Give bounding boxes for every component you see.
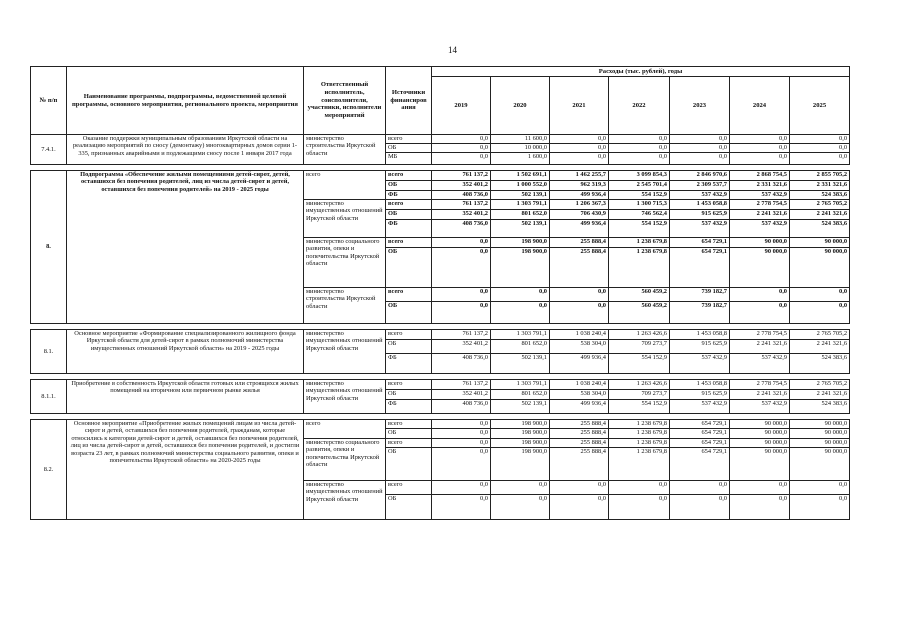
- expense-value-2019: 761 137,2: [432, 200, 491, 210]
- expense-value-2024: 2 778 754,5: [730, 200, 790, 210]
- expense-value-2019: 408 736,0: [432, 400, 491, 414]
- expense-value-2025: 0,0: [790, 302, 850, 324]
- year-header-2025: 2025: [790, 77, 850, 135]
- expense-value-2023: 537 432,9: [670, 354, 730, 374]
- year-header-2024: 2024: [730, 77, 790, 135]
- expense-value-2020: 0,0: [491, 288, 550, 302]
- table-row: [31, 330, 850, 340]
- expense-value-2022: 0,0: [609, 144, 670, 153]
- expense-value-2022: 1 263 426,6: [609, 330, 670, 340]
- expense-value-2025: 524 383,6: [790, 400, 850, 414]
- expense-value-2025: 90 000,0: [790, 238, 850, 248]
- expense-value-2021: 255 888,4: [550, 420, 609, 429]
- expense-value-2019: 0,0: [432, 248, 491, 288]
- expense-value-2023: 915 625,9: [670, 390, 730, 400]
- expense-value-2023: 1 453 058,8: [670, 200, 730, 210]
- responsible-executor: министерство имущественных отношений Иркутской области: [304, 330, 386, 374]
- expense-value-2019: 0,0: [432, 302, 491, 324]
- funding-source: ОБ: [386, 429, 432, 439]
- row-number: 8.1.: [31, 330, 67, 374]
- expense-value-2024: 0,0: [730, 288, 790, 302]
- expense-value-2022: 0,0: [609, 153, 670, 165]
- col-header-source: Источники финансиров ания: [386, 67, 432, 135]
- expense-value-2020: 198 900,0: [491, 238, 550, 248]
- expense-value-2021: 0,0: [550, 481, 609, 495]
- expense-value-2019: 0,0: [432, 439, 491, 448]
- expense-value-2019: 0,0: [432, 153, 491, 165]
- expense-value-2019: 352 401,2: [432, 181, 491, 191]
- expense-value-2022: 1 238 679,8: [609, 238, 670, 248]
- expense-value-2022: 3 099 854,3: [609, 171, 670, 181]
- expense-value-2021: 0,0: [550, 144, 609, 153]
- expense-value-2020: 1 303 791,1: [491, 200, 550, 210]
- expense-value-2020: 502 139,1: [491, 400, 550, 414]
- expense-value-2019: 761 137,2: [432, 171, 491, 181]
- funding-source: ФБ: [386, 400, 432, 414]
- col-header-num: № п/п: [31, 67, 67, 135]
- expense-value-2020: 198 900,0: [491, 439, 550, 448]
- expense-value-2019: 0,0: [432, 429, 491, 439]
- expense-value-2019: 0,0: [432, 495, 491, 520]
- expense-value-2024: 0,0: [730, 302, 790, 324]
- expense-value-2023: 654 729,1: [670, 420, 730, 429]
- expense-value-2021: 1 462 255,7: [550, 171, 609, 181]
- expense-value-2024: 0,0: [730, 144, 790, 153]
- table-row: [31, 420, 850, 429]
- responsible-executor: министерство социального развития, опеки и попечительства Иркутской области: [304, 238, 386, 288]
- expense-value-2023: 1 453 058,8: [670, 330, 730, 340]
- program-name: Подпрограмма «Обеспечение жилыми помещениями детей-сирот, детей, оставшихся без попечения родителей, лиц из числа детей-сирот и детей, оставшихся без попечения родителей» на 2019 - 2025 годы: [67, 171, 304, 324]
- responsible-executor: всего: [304, 420, 386, 439]
- expense-value-2023: 654 729,1: [670, 238, 730, 248]
- expense-value-2020: 801 652,0: [491, 390, 550, 400]
- expense-value-2021: 962 319,3: [550, 181, 609, 191]
- expense-value-2025: 524 383,6: [790, 220, 850, 238]
- funding-source: всего: [386, 238, 432, 248]
- expense-value-2022: 709 273,7: [609, 390, 670, 400]
- funding-source: всего: [386, 135, 432, 144]
- expense-value-2024: 2 868 754,5: [730, 171, 790, 181]
- program-name: Оказание поддержки муниципальным образованиям Иркутской области на реализацию мероприятий по сносу (демонтажу) многоквартирных домов серии 1-335, признанных аварийными и подлежащими сносу после 1 января 2017 года: [67, 135, 304, 165]
- expense-value-2019: 0,0: [432, 288, 491, 302]
- expense-value-2019: 0,0: [432, 420, 491, 429]
- funding-source: всего: [386, 330, 432, 340]
- expense-value-2020: 0,0: [491, 302, 550, 324]
- expense-value-2025: 0,0: [790, 135, 850, 144]
- expense-value-2022: 709 273,7: [609, 340, 670, 354]
- expense-value-2019: 0,0: [432, 448, 491, 481]
- expense-value-2022: 1 300 715,3: [609, 200, 670, 210]
- expense-value-2020: 11 600,0: [491, 135, 550, 144]
- expense-value-2025: 0,0: [790, 153, 850, 165]
- expense-value-2024: 90 000,0: [730, 420, 790, 429]
- expense-value-2023: 537 432,9: [670, 191, 730, 200]
- expense-value-2020: 801 652,0: [491, 340, 550, 354]
- responsible-executor: министерство строительства Иркутской области: [304, 135, 386, 165]
- expense-value-2025: 0,0: [790, 481, 850, 495]
- expense-value-2025: 2 855 705,2: [790, 171, 850, 181]
- col-header-name: Наименование программы, подпрограммы, ведомственной целевой программы, основного мероприятия, регионального проекта, мероприятия: [67, 67, 304, 135]
- expense-value-2024: 90 000,0: [730, 439, 790, 448]
- expense-value-2020: 0,0: [491, 481, 550, 495]
- expense-value-2021: 499 936,4: [550, 400, 609, 414]
- expense-value-2021: 538 304,0: [550, 340, 609, 354]
- expense-value-2019: 0,0: [432, 238, 491, 248]
- expense-value-2024: 2 778 754,5: [730, 380, 790, 390]
- expense-value-2021: 499 936,4: [550, 354, 609, 374]
- expense-value-2022: 1 238 679,8: [609, 248, 670, 288]
- expense-value-2021: 1 038 240,4: [550, 380, 609, 390]
- expense-value-2022: 1 238 679,8: [609, 420, 670, 429]
- page-number: 14: [448, 45, 457, 55]
- expense-value-2021: 255 888,4: [550, 238, 609, 248]
- funding-source: всего: [386, 171, 432, 181]
- funding-source: всего: [386, 200, 432, 210]
- expense-value-2024: 537 432,9: [730, 400, 790, 414]
- program-name: Приобретение в собственность Иркутской области готовых или строящихся жилых помещений на вторичном или первичном рынке жилья: [67, 380, 304, 414]
- expense-value-2025: 90 000,0: [790, 248, 850, 288]
- expense-value-2025: 0,0: [790, 495, 850, 520]
- expense-value-2024: 90 000,0: [730, 248, 790, 288]
- expense-value-2024: 537 432,9: [730, 354, 790, 374]
- funding-source: всего: [386, 288, 432, 302]
- expense-value-2025: 524 383,6: [790, 354, 850, 374]
- expense-value-2025: 2 765 705,2: [790, 330, 850, 340]
- funding-source: ОБ: [386, 448, 432, 481]
- expense-value-2024: 90 000,0: [730, 429, 790, 439]
- expense-value-2020: 0,0: [491, 495, 550, 520]
- expense-value-2020: 198 900,0: [491, 448, 550, 481]
- expense-value-2023: 0,0: [670, 481, 730, 495]
- expense-value-2023: 0,0: [670, 144, 730, 153]
- expense-value-2021: 0,0: [550, 288, 609, 302]
- expense-value-2020: 502 139,1: [491, 354, 550, 374]
- expense-value-2023: 654 729,1: [670, 248, 730, 288]
- expense-value-2025: 90 000,0: [790, 439, 850, 448]
- expense-value-2023: 739 182,7: [670, 302, 730, 324]
- expense-value-2022: 560 459,2: [609, 302, 670, 324]
- row-number: 8.2.: [31, 420, 67, 520]
- table-row: [31, 380, 850, 390]
- expense-value-2023: 537 432,9: [670, 220, 730, 238]
- expense-value-2023: 0,0: [670, 135, 730, 144]
- expense-value-2021: 0,0: [550, 495, 609, 520]
- expense-value-2025: 2 765 705,2: [790, 200, 850, 210]
- expense-value-2024: 537 432,9: [730, 191, 790, 200]
- funding-source: ОБ: [386, 248, 432, 288]
- row-number: 8.: [31, 171, 67, 324]
- expense-value-2024: 537 432,9: [730, 220, 790, 238]
- year-header-2020: 2020: [491, 77, 550, 135]
- expense-value-2019: 408 736,0: [432, 220, 491, 238]
- expense-value-2022: 0,0: [609, 495, 670, 520]
- expense-value-2022: 2 545 701,4: [609, 181, 670, 191]
- funding-source: ОБ: [386, 390, 432, 400]
- expense-value-2024: 0,0: [730, 495, 790, 520]
- funding-source: всего: [386, 439, 432, 448]
- expense-value-2024: 90 000,0: [730, 448, 790, 481]
- expense-value-2021: 499 936,4: [550, 191, 609, 200]
- funding-source: ОБ: [386, 144, 432, 153]
- funding-source: ОБ: [386, 302, 432, 324]
- program-budget-table: [30, 66, 850, 520]
- expense-value-2020: 1 600,0: [491, 153, 550, 165]
- expense-value-2021: 706 430,9: [550, 210, 609, 220]
- responsible-executor: министерство имущественных отношений Иркутской области: [304, 200, 386, 238]
- expense-value-2024: 0,0: [730, 135, 790, 144]
- expense-value-2021: 499 936,4: [550, 220, 609, 238]
- expense-value-2019: 352 401,2: [432, 210, 491, 220]
- expense-value-2019: 761 137,2: [432, 380, 491, 390]
- expense-value-2025: 2 241 321,6: [790, 210, 850, 220]
- expense-value-2023: 537 432,9: [670, 400, 730, 414]
- year-header-2019: 2019: [432, 77, 491, 135]
- expense-value-2022: 554 152,9: [609, 354, 670, 374]
- expense-value-2023: 915 625,9: [670, 210, 730, 220]
- funding-source: ФБ: [386, 354, 432, 374]
- col-header-responsible: Ответственный исполнитель, соисполнители, участники, исполнители мероприятий: [304, 67, 386, 135]
- responsible-executor: министерство имущественных отношений Иркутской области: [304, 481, 386, 520]
- expense-value-2021: 1 038 240,4: [550, 330, 609, 340]
- expense-value-2020: 1 000 552,0: [491, 181, 550, 191]
- row-number: 7.4.1.: [31, 135, 67, 165]
- funding-source: ОБ: [386, 210, 432, 220]
- expense-value-2025: 90 000,0: [790, 448, 850, 481]
- funding-source: всего: [386, 380, 432, 390]
- expense-value-2023: 0,0: [670, 153, 730, 165]
- expense-value-2022: 554 152,9: [609, 400, 670, 414]
- expense-value-2025: 90 000,0: [790, 429, 850, 439]
- expense-value-2021: 0,0: [550, 302, 609, 324]
- expense-value-2024: 90 000,0: [730, 238, 790, 248]
- program-name: Основное мероприятие «Формирование специализированного жилищного фонда Иркутской области для детей-сирот в рамках полномочий министерства имущественных отношений Иркутской области» на 2019 - 2025 годы: [67, 330, 304, 374]
- expense-value-2024: 0,0: [730, 481, 790, 495]
- expense-value-2024: 2 241 321,6: [730, 340, 790, 354]
- expense-value-2020: 198 900,0: [491, 420, 550, 429]
- expense-value-2023: 0,0: [670, 495, 730, 520]
- expense-value-2020: 198 900,0: [491, 429, 550, 439]
- expense-value-2020: 1 502 691,1: [491, 171, 550, 181]
- expense-value-2025: 0,0: [790, 144, 850, 153]
- year-header-2022: 2022: [609, 77, 670, 135]
- expense-value-2025: 0,0: [790, 288, 850, 302]
- expense-value-2019: 0,0: [432, 135, 491, 144]
- expense-value-2022: 1 238 679,8: [609, 439, 670, 448]
- expense-value-2020: 502 139,1: [491, 220, 550, 238]
- expense-value-2021: 255 888,4: [550, 439, 609, 448]
- responsible-executor: министерство строительства Иркутской области: [304, 288, 386, 324]
- col-header-expenses: Расходы (тыс. рублей), годы: [432, 67, 850, 77]
- expense-value-2025: 2 241 321,6: [790, 390, 850, 400]
- year-header-2023: 2023: [670, 77, 730, 135]
- expense-value-2024: 2 241 321,6: [730, 390, 790, 400]
- funding-source: ФБ: [386, 191, 432, 200]
- expense-value-2019: 408 736,0: [432, 191, 491, 200]
- expense-value-2019: 0,0: [432, 144, 491, 153]
- program-name: Основное мероприятие «Приобретение жилых помещений лицам из числа детей-сирот и детей, оставшихся без попечения родителей, гражданам, которые относились к категории детей-сирот и детей, оставшихся без попечения родителей, лиц из числа детей-сирот и детей, оставшихся без попечения родителей, и достигли возраста 23 лет, в рамках полномочий министерства социального развития, опеки и попечительства Иркутской области» на 2020-2025 годы: [67, 420, 304, 520]
- table-row: [31, 135, 850, 144]
- expense-value-2025: 90 000,0: [790, 420, 850, 429]
- funding-source: ОБ: [386, 340, 432, 354]
- expense-value-2024: 2 778 754,5: [730, 330, 790, 340]
- expense-value-2023: 654 729,1: [670, 439, 730, 448]
- expense-value-2019: 408 736,0: [432, 354, 491, 374]
- expense-value-2023: 2 846 970,6: [670, 171, 730, 181]
- expense-value-2022: 1 238 679,8: [609, 429, 670, 439]
- funding-source: ОБ: [386, 495, 432, 520]
- expense-value-2025: 2 331 321,6: [790, 181, 850, 191]
- expense-value-2022: 746 562,4: [609, 210, 670, 220]
- row-number: 8.1.1.: [31, 380, 67, 414]
- expense-value-2021: 0,0: [550, 153, 609, 165]
- expense-value-2021: 255 888,4: [550, 448, 609, 481]
- expense-value-2022: 554 152,9: [609, 220, 670, 238]
- expense-value-2020: 502 139,1: [491, 191, 550, 200]
- expense-value-2020: 10 000,0: [491, 144, 550, 153]
- expense-value-2019: 761 137,2: [432, 330, 491, 340]
- expense-value-2025: 524 383,6: [790, 191, 850, 200]
- expense-value-2023: 2 309 537,7: [670, 181, 730, 191]
- expense-value-2025: 2 765 705,2: [790, 380, 850, 390]
- expense-value-2023: 915 625,9: [670, 340, 730, 354]
- expense-value-2019: 352 401,2: [432, 340, 491, 354]
- expense-value-2025: 2 241 321,6: [790, 340, 850, 354]
- expense-value-2021: 0,0: [550, 135, 609, 144]
- expense-value-2022: 1 263 426,6: [609, 380, 670, 390]
- expense-value-2021: 255 888,4: [550, 429, 609, 439]
- expense-value-2021: 1 206 367,3: [550, 200, 609, 210]
- expense-value-2021: 538 304,0: [550, 390, 609, 400]
- funding-source: ОБ: [386, 181, 432, 191]
- funding-source: ФБ: [386, 220, 432, 238]
- funding-source: всего: [386, 420, 432, 429]
- expense-value-2023: 1 453 058,8: [670, 380, 730, 390]
- expense-value-2022: 560 459,2: [609, 288, 670, 302]
- table-row: [31, 171, 850, 181]
- expense-value-2022: 1 238 679,8: [609, 448, 670, 481]
- funding-source: всего: [386, 481, 432, 495]
- expense-value-2020: 198 900,0: [491, 248, 550, 288]
- expense-value-2019: 352 401,2: [432, 390, 491, 400]
- expense-value-2022: 0,0: [609, 135, 670, 144]
- expense-value-2022: 554 152,9: [609, 191, 670, 200]
- expense-value-2023: 739 182,7: [670, 288, 730, 302]
- responsible-executor: всего: [304, 171, 386, 200]
- expense-value-2020: 801 652,0: [491, 210, 550, 220]
- expense-value-2022: 0,0: [609, 481, 670, 495]
- expense-value-2023: 654 729,1: [670, 448, 730, 481]
- responsible-executor: министерство имущественных отношений Иркутской области: [304, 380, 386, 414]
- year-header-2021: 2021: [550, 77, 609, 135]
- expense-value-2019: 0,0: [432, 481, 491, 495]
- expense-value-2024: 2 241 321,6: [730, 210, 790, 220]
- expense-value-2024: 0,0: [730, 153, 790, 165]
- expense-value-2020: 1 303 791,1: [491, 380, 550, 390]
- expense-value-2023: 654 729,1: [670, 429, 730, 439]
- expense-value-2020: 1 303 791,1: [491, 330, 550, 340]
- responsible-executor: министерство социального развития, опеки и попечительства Иркутской области: [304, 439, 386, 481]
- funding-source: МБ: [386, 153, 432, 165]
- expense-value-2024: 2 331 321,6: [730, 181, 790, 191]
- expense-value-2021: 255 888,4: [550, 248, 609, 288]
